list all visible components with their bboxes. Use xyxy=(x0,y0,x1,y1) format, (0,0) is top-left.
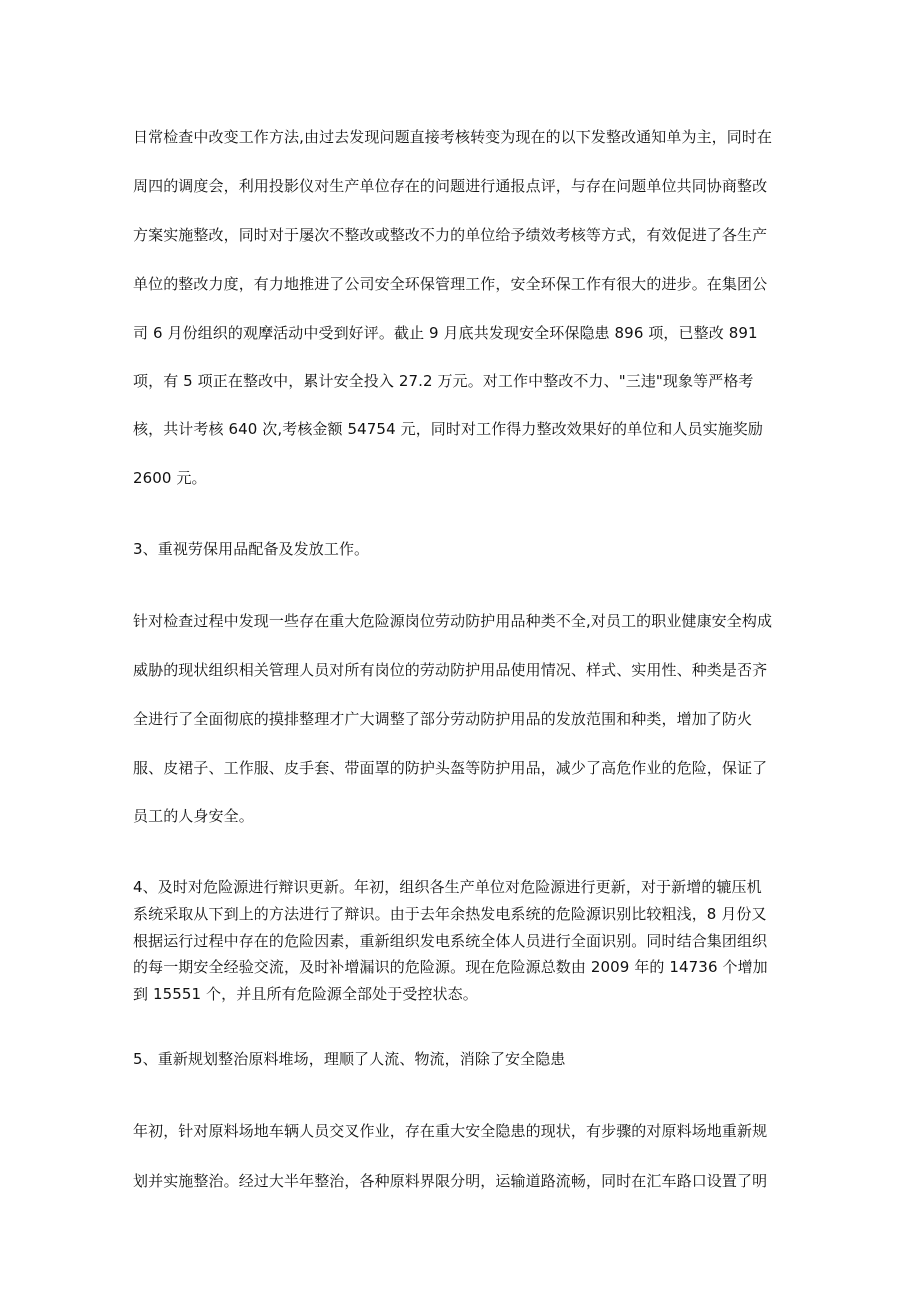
paragraph-4-line-2: 系统采取从下到上的方法进行了辩识。由于去年余热发电系统的危险源识别比较粗浅，8 月份又 xyxy=(133,905,767,923)
paragraph-1-line-3: 方案实施整改，同时对于屡次不整改或整改不力的单位给予绩效考核等方式，有效促进了各生产 xyxy=(133,226,768,244)
paragraph-4-line-4: 的每一期安全经验交流，及时补增漏识的危险源。现在危险源总数由 2009 年的 14736 个增加 xyxy=(133,958,768,976)
section-3-heading: 3、重视劳保用品配备及发放工作。 xyxy=(133,540,370,558)
paragraph-3-line-3: 全进行了全面彻底的摸排整理才广大调整了部分劳动防护用品的发放范围和种类，增加了防火 xyxy=(133,710,753,728)
paragraph-3-line-2: 威胁的现状组织相关管理人员对所有岗位的劳动防护用品使用情况、样式、实用性、种类是否齐 xyxy=(133,661,768,679)
paragraph-3-line-4: 服、皮裙子、工作服、皮手套、带面罩的防护头盔等防护用品，减少了高危作业的危险，保证了 xyxy=(133,759,768,777)
paragraph-5-line-2: 划并实施整治。经过大半年整治，各种原料界限分明，运输道路流畅，同时在汇车路口设置了明 xyxy=(133,1172,768,1190)
paragraph-4-line-5: 到 15551 个，并且所有危险源全部处于受控状态。 xyxy=(133,985,478,1003)
paragraph-1-line-1: 日常检查中改变工作方法,由过去发现问题直接考核转变为现在的以下发整改通知单为主，同时在 xyxy=(133,128,773,146)
paragraph-4-line-1: 4、及时对危险源进行辩识更新。年初，组织各生产单位对危险源进行更新，对于新增的辘压机 xyxy=(133,878,762,896)
paragraph-3-line-1: 针对检查过程中发现一些存在重大危险源岗位劳动防护用品种类不全,对员工的职业健康安全构成 xyxy=(133,612,773,630)
paragraph-4-line-3: 根据运行过程中存在的危险因素，重新组织发电系统全体人员进行全面识别。同时结合集团组织 xyxy=(133,932,768,950)
paragraph-3-line-5: 员工的人身安全。 xyxy=(133,807,254,825)
paragraph-1-line-4: 单位的整改力度，有力地推进了公司安全环保管理工作，安全环保工作有很大的进步。在集团公 xyxy=(133,275,768,293)
paragraph-1-line-5: 司 6 月份组织的观摩活动中受到好评。截止 9 月底共发现安全环保隐患 896 项，已整改 891 xyxy=(133,324,758,342)
paragraph-1-line-2: 周四的调度会，利用投影仪对生产单位存在的问题进行通报点评，与存在问题单位共同协商整改 xyxy=(133,177,768,195)
section-5-heading: 5、重新规划整治原料堆场，理顺了人流、物流，消除了安全隐患 xyxy=(133,1050,566,1068)
paragraph-1-line-6: 项，有 5 项正在整改中，累计安全投入 27.2 万元。对工作中整改不力、"三违"现象等严格考 xyxy=(133,372,754,390)
paragraph-1-line-8: 2600 元。 xyxy=(133,469,207,487)
paragraph-5-line-1: 年初，针对原料场地车辆人员交叉作业，存在重大安全隐患的现状，有步骤的对原料场地重新规 xyxy=(133,1122,768,1140)
paragraph-1-line-7: 核，共计考核 640 次,考核金额 54754 元，同时对工作得力整改效果好的单位和人员实施奖励 xyxy=(133,420,763,438)
